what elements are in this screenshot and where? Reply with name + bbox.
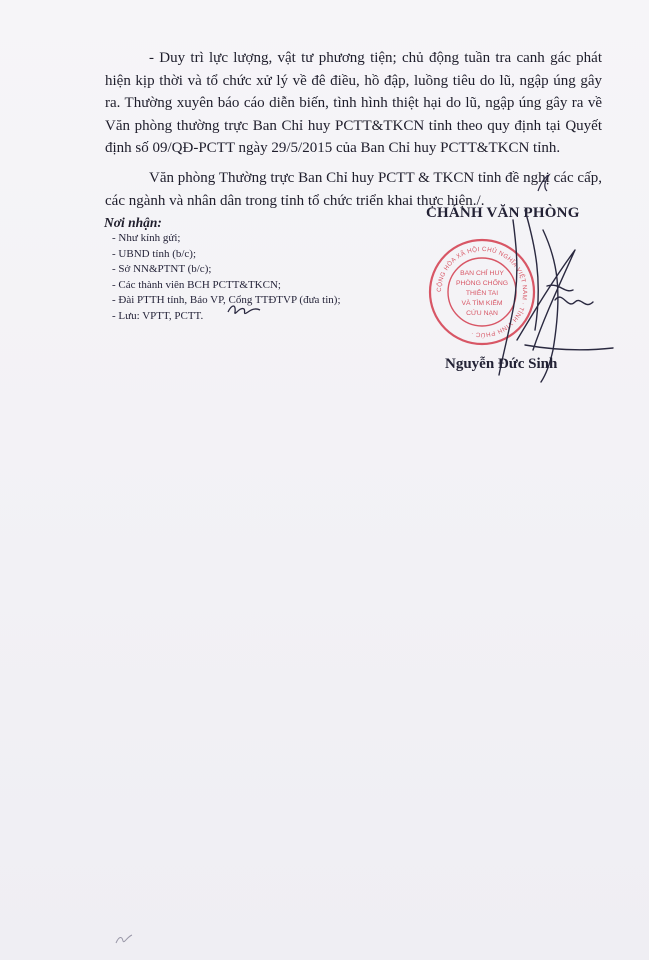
body-paragraph-request: Văn phòng Thường trực Ban Chỉ huy PCTT & TKCN tỉnh đề nghị các cấp, các ngành và nhân dân trong tỉnh tổ chức triển khai thực hiện./. (105, 170, 602, 209)
recipient-item: - Như kính gửi; (112, 232, 181, 244)
stamp-line: VÀ TÌM KIẾM (461, 300, 503, 307)
recipient-item: - Các thành viên BCH PCTT&TKCN; (112, 278, 281, 291)
recipient-item: - Lưu: VPTT, PCTT. (112, 309, 204, 322)
recipient-item: - Sở NN&PTNT (b/c); (112, 263, 212, 276)
signer-title: CHÁNH VĂN PHÒNG (426, 205, 580, 221)
stamp-ring-text: CỘNG HÒA XÃ HỘI CHỦ NGHĨA VIỆT NAM · TỈNH VĨNH PHÚC · (435, 245, 529, 339)
stamp-line: CỨU NẠN (466, 310, 498, 317)
signer-name: Nguyễn Đức Sinh (445, 356, 558, 372)
initials-mark-icon (226, 300, 262, 320)
body-paragraph-duty: - Duy trì lực lượng, vật tư phương tiện; chủ động tuần tra canh gác phát hiện kịp thời và tổ chức xử lý về đê điều, hồ đập, luồng tiêu do lũ, ngập úng gây ra. Thường xuyên báo cáo diễn biến, tình hình thiệt hại do lũ, ngập úng gây ra về Văn phòng thường trực Ban Chỉ huy PCTT&TKCN tỉnh theo quy định tại Quyết định số 09/QĐ-PCTT ngày 29/5/2015 của Ban Chỉ huy PCTT&TKCN tỉnh. (105, 50, 602, 156)
scribble-mark-icon (114, 932, 134, 946)
stamp-line: THIÊN TAI (465, 290, 499, 297)
recipients-title: Nơi nhận: (104, 215, 162, 230)
recipient-item: - Đài PTTH tỉnh, Báo VP, Cổng TTĐTVP (đưa tin); (112, 294, 341, 307)
stamp-line: BAN CHỈ HUY (460, 270, 504, 277)
stamp-line: PHÒNG CHỐNG (455, 280, 509, 287)
recipient-item: - UBND tỉnh (b/c); (112, 247, 197, 260)
